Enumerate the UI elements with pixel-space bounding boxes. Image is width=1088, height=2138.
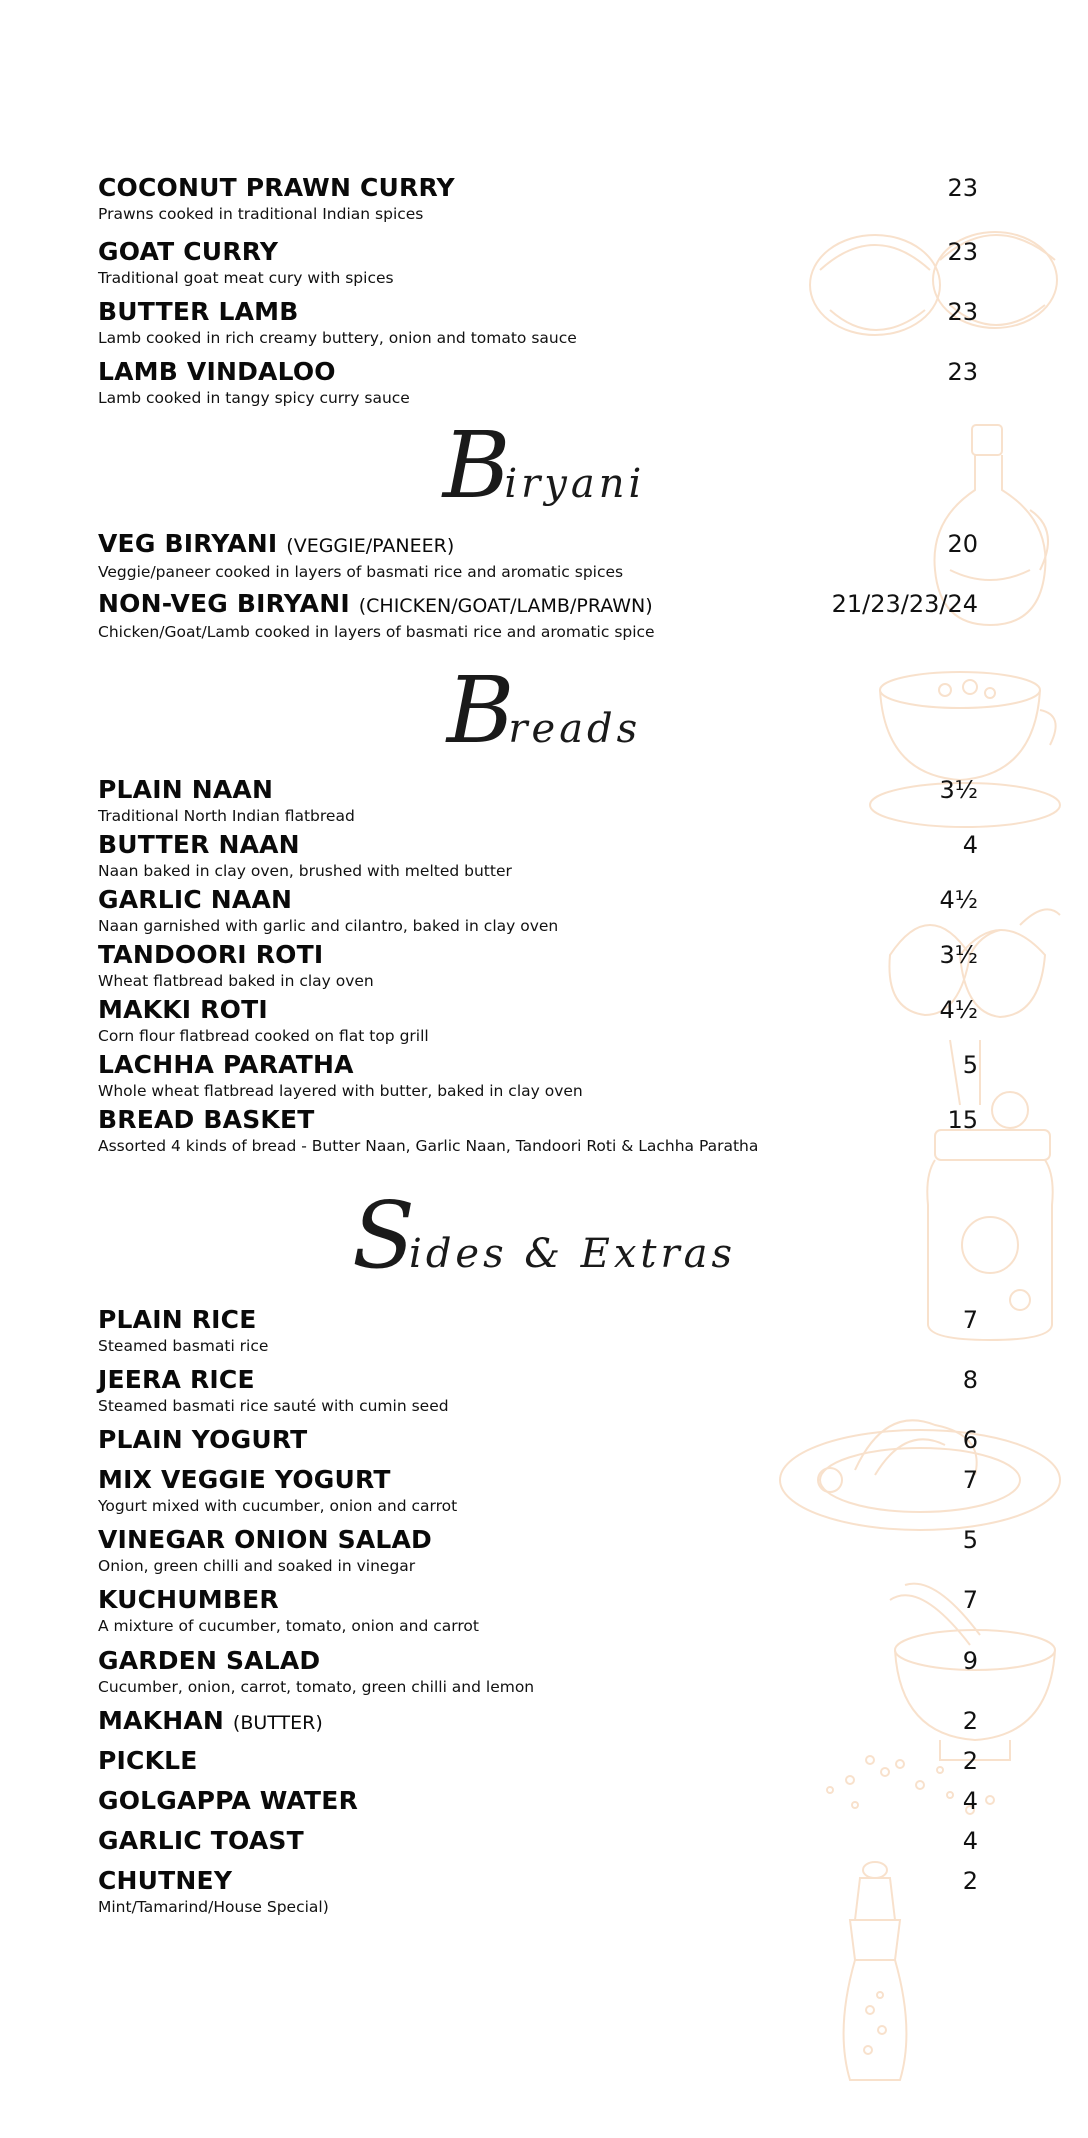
- item-price: 8: [962, 1366, 978, 1394]
- item-note: (VEGGIE/PANEER): [286, 535, 455, 557]
- item-name: PLAIN YOGURT: [98, 1425, 308, 1454]
- item-name: LAMB VINDALOO: [98, 357, 336, 386]
- section-heading-breads: [0, 657, 1088, 764]
- item-name: BREAD BASKET: [98, 1105, 315, 1134]
- item-name: KUCHUMBER: [98, 1585, 279, 1614]
- item-name: PICKLE: [98, 1746, 198, 1775]
- item-description: Prawns cooked in traditional Indian spices: [98, 205, 424, 223]
- item-name: VINEGAR ONION SALAD: [98, 1525, 433, 1554]
- item-name: TANDOORI ROTI: [98, 940, 324, 969]
- item-price: 4½: [939, 996, 978, 1024]
- item-price: 3½: [939, 941, 978, 969]
- menu-item-plain-rice: [98, 1306, 978, 1356]
- menu-item-garden-salad: [98, 1647, 978, 1697]
- item-price: 23: [947, 174, 978, 202]
- heading-initial: S: [352, 1182, 420, 1289]
- item-description: Cucumber, onion, carrot, tomato, green chilli and lemon: [98, 1678, 535, 1696]
- item-name: GARLIC TOAST: [98, 1826, 304, 1855]
- heading-rest: iryani: [504, 461, 646, 507]
- heading-initial: B: [446, 657, 519, 764]
- item-price: 3½: [939, 776, 978, 804]
- item-price: 7: [962, 1306, 978, 1334]
- menu-item-vinegar-onion-salad: [98, 1526, 978, 1576]
- item-name: GOAT CURRY: [98, 237, 279, 266]
- menu-item-coconut-prawn-curry: [98, 174, 978, 224]
- item-description: Onion, green chilli and soaked in vinegar: [98, 1557, 416, 1575]
- item-name: LACHHA PARATHA: [98, 1050, 354, 1079]
- menu-item-veg-biryani: [98, 530, 978, 582]
- item-price: 20: [947, 530, 978, 558]
- item-price: 15: [947, 1106, 978, 1134]
- section-heading-sides-extras: [0, 1182, 1088, 1289]
- menu-item-makhan: [98, 1707, 978, 1737]
- item-description: Chicken/Goat/Lamb cooked in layers of basmati rice and aromatic spice: [98, 623, 655, 641]
- item-name: BUTTER NAAN: [98, 830, 300, 859]
- item-name: MAKKI ROTI: [98, 995, 268, 1024]
- item-price: 4½: [939, 886, 978, 914]
- item-name: PLAIN RICE: [98, 1305, 257, 1334]
- menu-item-plain-yogurt: [98, 1426, 978, 1454]
- item-description: Yogurt mixed with cucumber, onion and carrot: [98, 1497, 458, 1515]
- item-description: Traditional goat meat cury with spices: [98, 269, 394, 287]
- menu-item-tandoori-roti: [98, 941, 978, 991]
- item-price: 9: [962, 1647, 978, 1675]
- menu-item-garlic-toast: [98, 1827, 978, 1855]
- item-name: GARLIC NAAN: [98, 885, 293, 914]
- item-name: COCONUT PRAWN CURRY: [98, 173, 455, 202]
- item-note: (BUTTER): [232, 1712, 323, 1734]
- item-description: Naan garnished with garlic and cilantro, baked in clay oven: [98, 917, 559, 935]
- item-note: (CHICKEN/GOAT/LAMB/PRAWN): [358, 595, 653, 617]
- item-price: 23: [947, 298, 978, 326]
- item-price: 2: [962, 1707, 978, 1735]
- item-name: BUTTER LAMB: [98, 297, 299, 326]
- menu-item-makki-roti: [98, 996, 978, 1046]
- item-price: 5: [962, 1526, 978, 1554]
- item-price: 5: [962, 1051, 978, 1079]
- menu-item-kuchumber: [98, 1586, 978, 1636]
- item-name: GOLGAPPA WATER: [98, 1786, 359, 1815]
- item-description: Traditional North Indian flatbread: [98, 807, 355, 825]
- item-description: A mixture of cucumber, tomato, onion and carrot: [98, 1617, 479, 1635]
- item-name: JEERA RICE: [98, 1365, 255, 1394]
- item-price: 7: [962, 1466, 978, 1494]
- item-price: 2: [962, 1747, 978, 1775]
- heading-rest: reads: [508, 706, 642, 752]
- menu-item-non-veg-biryani: [98, 590, 978, 642]
- menu-item-lachha-paratha: [98, 1051, 978, 1101]
- item-price: 4: [962, 831, 978, 859]
- item-description: Naan baked in clay oven, brushed with melted butter: [98, 862, 512, 880]
- item-price: 23: [947, 238, 978, 266]
- menu-item-garlic-naan: [98, 886, 978, 936]
- heading-initial: B: [442, 412, 515, 519]
- item-description: Whole wheat flatbread layered with butter, baked in clay oven: [98, 1082, 583, 1100]
- item-name: CHUTNEY: [98, 1866, 233, 1895]
- menu-item-jeera-rice: [98, 1366, 978, 1416]
- item-name: GARDEN SALAD: [98, 1646, 321, 1675]
- item-description: Lamb cooked in rich creamy buttery, onion and tomato sauce: [98, 329, 577, 347]
- item-description: Lamb cooked in tangy spicy curry sauce: [98, 389, 410, 407]
- item-description: Veggie/paneer cooked in layers of basmati rice and aromatic spices: [98, 563, 624, 581]
- menu-item-golgappa-water: [98, 1787, 978, 1815]
- item-description: Steamed basmati rice: [98, 1337, 269, 1355]
- item-description: Mint/Tamarind/House Special): [98, 1898, 329, 1916]
- menu-item-pickle: [98, 1747, 978, 1775]
- item-price: 7: [962, 1586, 978, 1614]
- item-price: 23: [947, 358, 978, 386]
- item-price: 21/23/23/24: [831, 590, 978, 618]
- menu-item-mix-veggie-yogurt: [98, 1466, 978, 1516]
- heading-rest: ides & Extras: [409, 1231, 736, 1277]
- item-name: MAKHAN (BUTTER): [98, 1706, 323, 1735]
- menu-item-bread-basket: [98, 1106, 978, 1156]
- section-heading-biryani: [0, 412, 1088, 519]
- menu-item-chutney: [98, 1867, 978, 1917]
- menu-item-goat-curry: [98, 238, 978, 288]
- menu-item-butter-naan: [98, 831, 978, 881]
- menu-item-butter-lamb: [98, 298, 978, 348]
- item-description: Corn flour flatbread cooked on flat top grill: [98, 1027, 429, 1045]
- item-price: 4: [962, 1787, 978, 1815]
- item-price: 6: [962, 1426, 978, 1454]
- item-name: VEG BIRYANI (VEGGIE/PANEER): [98, 529, 455, 558]
- item-price: 2: [962, 1867, 978, 1895]
- item-description: Assorted 4 kinds of bread - Butter Naan, Garlic Naan, Tandoori Roti & Lachha Paratha: [98, 1137, 759, 1155]
- menu-item-lamb-vindaloo: [98, 358, 978, 408]
- item-description: Wheat flatbread baked in clay oven: [98, 972, 374, 990]
- menu-item-plain-naan: [98, 776, 978, 826]
- item-name: MIX VEGGIE YOGURT: [98, 1465, 391, 1494]
- item-name: PLAIN NAAN: [98, 775, 274, 804]
- item-price: 4: [962, 1827, 978, 1855]
- item-description: Steamed basmati rice sauté with cumin seed: [98, 1397, 449, 1415]
- item-name: NON-VEG BIRYANI (CHICKEN/GOAT/LAMB/PRAWN): [98, 589, 653, 618]
